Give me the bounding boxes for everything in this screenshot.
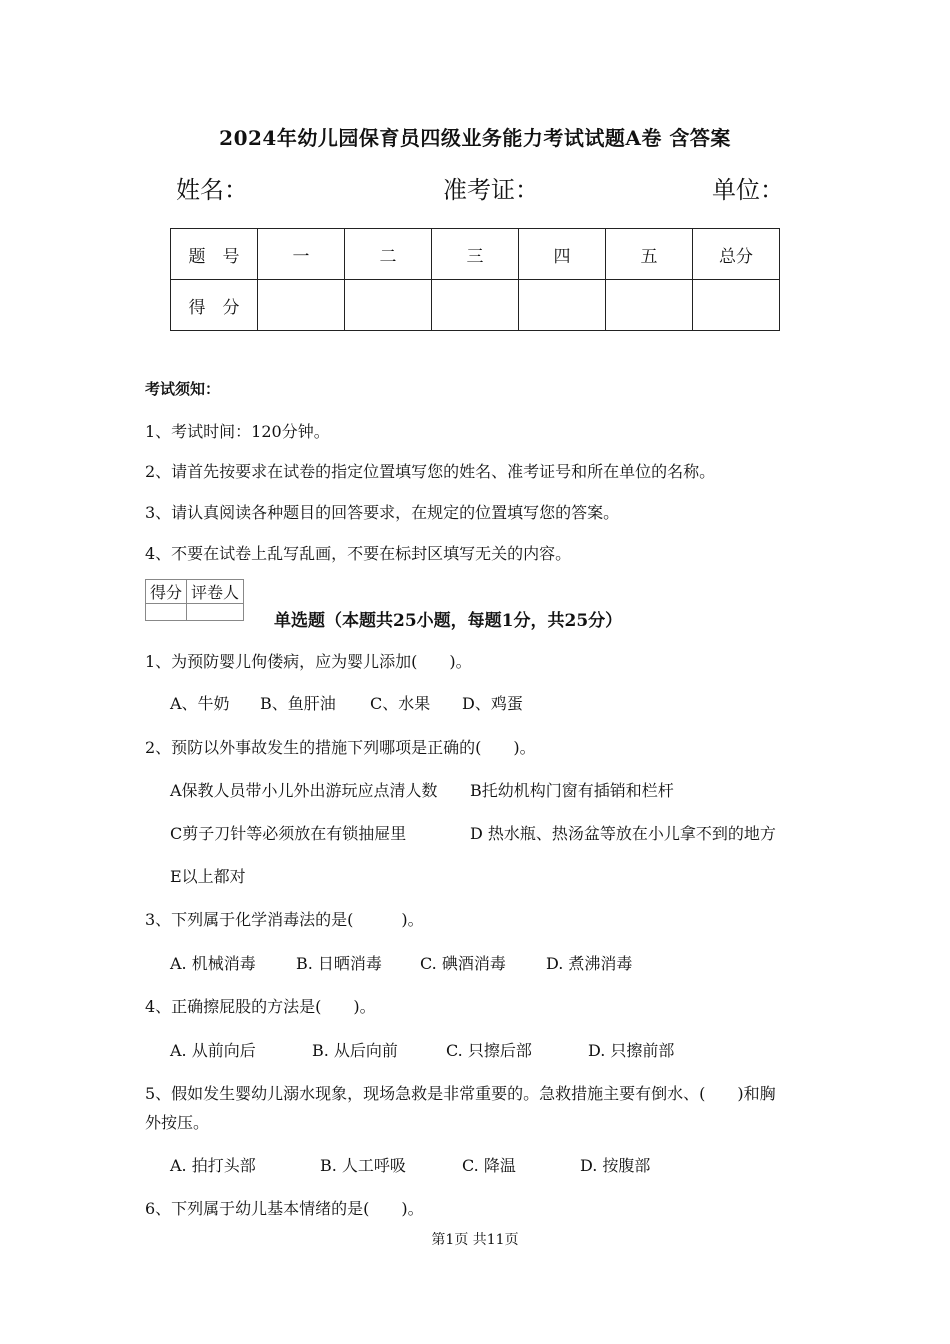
score-table-cell: 题 号 xyxy=(171,229,258,280)
option: C、水果 xyxy=(370,694,431,713)
score-input-cell[interactable] xyxy=(606,280,693,331)
score-input-cell[interactable] xyxy=(345,280,432,331)
notice-item: 4、不要在试卷上乱写乱画，不要在标封区填写无关的内容。 xyxy=(145,544,572,563)
question-3: 3、下列属于化学消毒法的是( )。 xyxy=(145,910,424,929)
option: C. 碘酒消毒 xyxy=(420,954,506,973)
score-input-cell[interactable] xyxy=(519,280,606,331)
score-table-cell: 四 xyxy=(519,229,606,280)
option: A. 拍打头部 xyxy=(170,1156,256,1175)
grader-box-grader-cell[interactable] xyxy=(187,604,244,621)
notice-heading: 考试须知： xyxy=(145,380,221,398)
option: C剪子刀针等必须放在有锁抽屉里 xyxy=(170,824,407,843)
option: D. 煮沸消毒 xyxy=(546,954,633,973)
unit-label: 单位： xyxy=(712,176,784,204)
question-4: 4、正确擦屁股的方法是( )。 xyxy=(145,997,376,1016)
document-title: 2024年幼儿园保育员四级业务能力考试试题A卷 含答案 xyxy=(219,126,731,150)
score-table-cell: 得 分 xyxy=(171,280,258,331)
option: E以上都对 xyxy=(170,867,246,886)
question-6: 6、下列属于幼儿基本情绪的是( )。 xyxy=(145,1199,424,1218)
score-input-cell[interactable] xyxy=(432,280,519,331)
option: B、鱼肝油 xyxy=(260,694,336,713)
option: A、牛奶 xyxy=(170,694,230,713)
option: C. 只擦后部 xyxy=(446,1041,532,1060)
score-table xyxy=(170,228,780,331)
score-input-cell[interactable] xyxy=(258,280,345,331)
option: B. 从后向前 xyxy=(312,1041,398,1060)
question-5-continued: 外按压。 xyxy=(145,1113,210,1132)
grader-box-score-cell[interactable] xyxy=(146,604,187,621)
score-table-cell: 总分 xyxy=(693,229,780,280)
option: C. 降温 xyxy=(462,1156,516,1175)
exam-id-label: 准考证： xyxy=(443,176,539,204)
notice-item: 2、请首先按要求在试卷的指定位置填写您的姓名、准考证号和所在单位的名称。 xyxy=(145,462,716,481)
option: B托幼机构门窗有插销和栏杆 xyxy=(470,781,674,800)
page-footer: 第1页 共11页 xyxy=(431,1232,519,1248)
notice-item: 3、请认真阅读各种题目的回答要求，在规定的位置填写您的答案。 xyxy=(145,503,620,522)
grader-box xyxy=(145,579,244,621)
question-2: 2、预防以外事故发生的措施下列哪项是正确的( )。 xyxy=(145,738,536,757)
option: B. 日晒消毒 xyxy=(296,954,382,973)
score-table-header-row xyxy=(171,229,780,280)
score-table-score-row xyxy=(171,280,780,331)
score-table-cell: 三 xyxy=(432,229,519,280)
option: A保教人员带小儿外出游玩应点清人数 xyxy=(170,781,438,800)
section-title: 单选题（本题共25小题，每题1分，共25分） xyxy=(274,611,623,631)
option: A. 从前向后 xyxy=(170,1041,256,1060)
option: D. 按腹部 xyxy=(580,1156,651,1175)
question-1: 1、为预防婴儿佝偻病，应为婴儿添加( )。 xyxy=(145,652,472,671)
option: D. 只擦前部 xyxy=(588,1041,675,1060)
name-label: 姓名： xyxy=(176,176,248,204)
score-table-cell: 一 xyxy=(258,229,345,280)
score-input-cell[interactable] xyxy=(693,280,780,331)
grader-box-grader-label: 评卷人 xyxy=(187,580,244,604)
notice-item: 1、考试时间：120分钟。 xyxy=(145,422,330,441)
option: D、鸡蛋 xyxy=(462,694,523,713)
question-5: 5、假如发生婴幼儿溺水现象，现场急救是非常重要的。急救措施主要有倒水、( )和胸 xyxy=(145,1084,776,1103)
option: D 热水瓶、热汤盆等放在小儿拿不到的地方 xyxy=(470,824,776,843)
score-table-cell: 二 xyxy=(345,229,432,280)
option: B. 人工呼吸 xyxy=(320,1156,406,1175)
grader-box-score-label: 得分 xyxy=(146,580,187,604)
option: A. 机械消毒 xyxy=(170,954,256,973)
score-table-cell: 五 xyxy=(606,229,693,280)
